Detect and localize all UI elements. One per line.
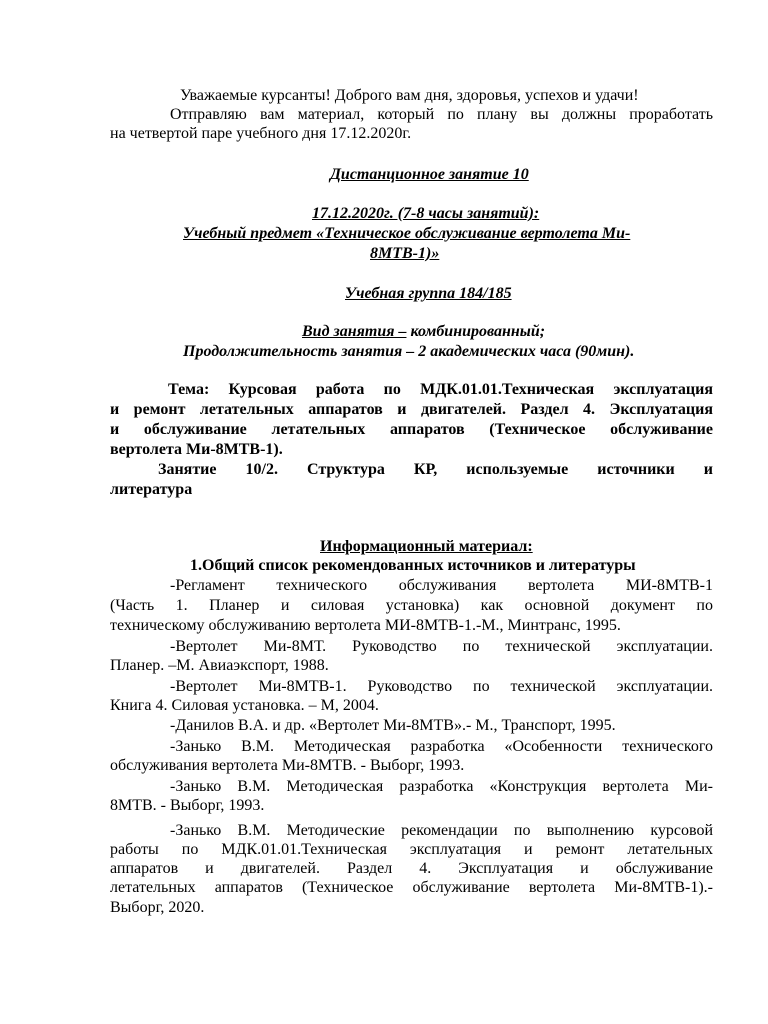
- class-line-1: Занятие 10/2. Структура КР, используемые источники и: [158, 461, 713, 478]
- info-heading: Информационный материал:: [320, 538, 533, 555]
- subject-line-1: Учебный предмет «Техническое обслуживание вертолета Ми-: [183, 225, 631, 242]
- lesson-type: [302, 322, 545, 342]
- source-1-line-1: -Регламент технического обслуживания вертолета МИ-8МТВ-1: [170, 577, 713, 594]
- source-7-line-4: летательных аппаратов (Техническое обслуживание вертолета Ми-8МТВ-1).-: [110, 879, 713, 896]
- source-3-line-2: Книга 4. Силовая установка. – М, 2004.: [110, 697, 379, 714]
- source-2-line-2: Планер. –М. Авиаэкспорт, 1988.: [110, 657, 329, 674]
- source-3-line-1: -Вертолет Ми-8МТВ-1. Руководство по технической эксплуатации.: [170, 678, 713, 695]
- source-6-line-1: -Занько В.М. Методическая разработка «Конструкция вертолета Ми-: [170, 778, 713, 795]
- lesson-type-label: Вид занятия –: [302, 323, 407, 340]
- topic-line-1: Тема: Курсовая работа по МДК.01.01.Техническая эксплуатация: [168, 381, 713, 398]
- source-7-line-1: -Занько В.М. Методические рекомендации по выполнению курсовой: [170, 822, 713, 839]
- subject-line-2: 8МТВ-1)»: [370, 245, 440, 262]
- greeting-line-3: на четвертой паре учебного дня 17.12.2020г.: [110, 125, 412, 142]
- source-7-line-5: Выборг, 2020.: [110, 899, 205, 916]
- info-subheading: 1.Общий список рекомендованных источников и литературы: [190, 557, 636, 574]
- lesson-type-value: комбинированный;: [410, 323, 546, 340]
- source-1-line-2: (Часть 1. Планер и силовая установка) как основной документ по: [110, 597, 713, 614]
- topic-line-4: вертолета Ми-8МТВ-1).: [110, 441, 283, 458]
- greeting-line-2: Отправляю вам материал, который по плану вы должны проработать: [170, 106, 713, 123]
- greeting-line-1: Уважаемые курсанты! Доброго вам дня, здоровья, успехов и удачи!: [180, 87, 639, 104]
- source-6-line-2: 8МТВ. - Выборг, 1993.: [110, 797, 265, 814]
- source-1-line-3: техническому обслуживанию вертолета МИ-8МТВ-1.-М., Минтранс, 1995.: [110, 617, 621, 634]
- source-5-line-1: -Занько В.М. Методическая разработка «Особенности технического: [170, 738, 713, 755]
- source-2-line-1: -Вертолет Ми-8МТ. Руководство по технической эксплуатации.: [170, 638, 713, 655]
- class-line-2: литература: [110, 481, 193, 498]
- lesson-duration: Продолжительность занятия – 2 академических часа (90мин).: [183, 343, 635, 360]
- topic-line-2: и ремонт летательных аппаратов и двигателей. Раздел 4. Эксплуатация: [110, 401, 713, 418]
- source-5-line-2: обслуживания вертолета Ми-8МТВ. - Выборг, 1993.: [110, 757, 465, 774]
- source-7-line-3: аппаратов и двигателей. Раздел 4. Эксплуатация и обслуживание: [110, 860, 713, 877]
- lesson-title: Дистанционное занятие 10: [330, 166, 529, 183]
- study-group: Учебная группа 184/185: [345, 285, 512, 302]
- source-7-line-2: работы по МДК.01.01.Техническая эксплуатация и ремонт летательных: [110, 841, 713, 858]
- lesson-date: 17.12.2020г. (7-8 часы занятий):: [312, 205, 540, 222]
- topic-line-3: и обслуживание летательных аппаратов (Техническое обслуживание: [110, 421, 713, 438]
- source-4-line-1: -Данилов В.А. и др. «Вертолет Ми-8МТВ».- М., Транспорт, 1995.: [170, 717, 616, 734]
